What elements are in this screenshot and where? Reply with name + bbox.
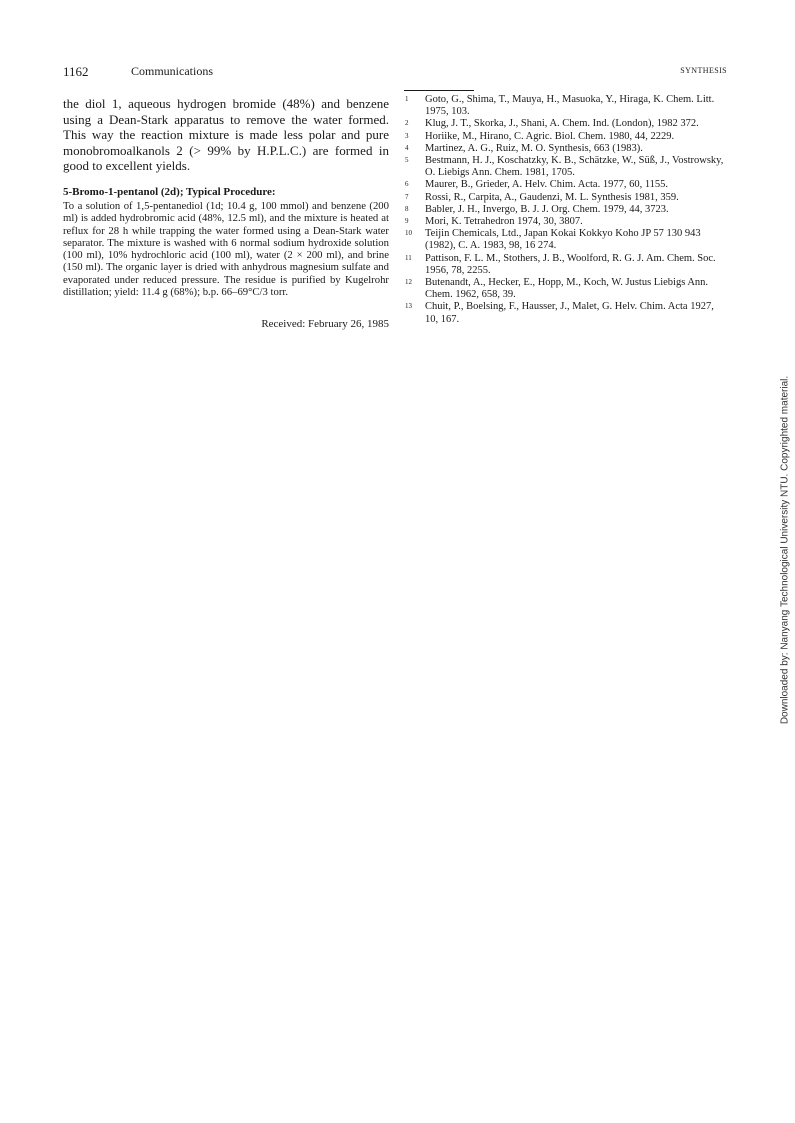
reference-text: Babler, J. H., Invergo, B. J. J. Org. Chem. 1979, 44, 3723. bbox=[425, 203, 669, 215]
reference-item bbox=[402, 204, 728, 216]
reference-text: Mori, K. Tetrahedron 1974, 30, 3807. bbox=[425, 216, 583, 228]
reference-item bbox=[402, 118, 728, 130]
reference-number: 5 bbox=[405, 156, 409, 165]
reference-text: Rossi, R., Carpita, A., Gaudenzi, M. L. Synthesis 1981, 359. bbox=[425, 191, 679, 203]
journal-name: SYNTHESIS bbox=[680, 66, 727, 75]
reference-item bbox=[402, 301, 728, 325]
reference-item bbox=[402, 228, 728, 252]
reference-text: Pattison, F. L. M., Stothers, J. B., Woolford, R. G. J. Am. Chem. Soc. 1956, 78, 2255. bbox=[425, 252, 716, 276]
procedure-heading: 5-Bromo-1-pentanol (2d); Typical Procedure: bbox=[63, 185, 276, 198]
reference-number: 2 bbox=[405, 119, 409, 128]
references-column bbox=[402, 90, 728, 326]
reference-item bbox=[402, 179, 728, 191]
reference-text: Butenandt, A., Hecker, E., Hopp, M., Koch, W. Justus Liebigs Ann. Chem. 1962, 658, 39. bbox=[425, 277, 709, 301]
reference-number: 4 bbox=[405, 143, 409, 152]
reference-number: 8 bbox=[405, 204, 409, 213]
reference-item bbox=[402, 143, 728, 155]
reference-number: 10 bbox=[405, 229, 412, 238]
reference-number: 3 bbox=[405, 131, 409, 140]
reference-item bbox=[402, 253, 728, 277]
page-number: 1162 bbox=[63, 64, 89, 79]
procedure-body: To a solution of 1,5-pentanediol (1d; 10.4 g, 100 mmol) and benzene (200 ml) is added hydrobromic acid (48%, 12.5 ml), and the mixture is heated at reflux for 28 h while trapping the water formed using a Dean-Stark water separator. The mixture is washed with 6 normal sodium hydroxide solution (100 ml), 10% hydrochloric acid (100 ml), water (2 × 200 ml), and brine (150 ml). The organic layer is dried with anhydrous magnesium sulfate and evaporated under reduced pressure. The residue is purified by Kugelrohr distillation; yield: 11.4 g (68%); b.p. 66–69°C/3 torr. bbox=[63, 199, 389, 299]
download-watermark: Downloaded by: Nanyang Technological University NTU. Copyrighted material. bbox=[779, 375, 791, 725]
reference-item bbox=[402, 94, 728, 118]
footnote-rule bbox=[404, 90, 474, 91]
reference-number: 11 bbox=[405, 253, 412, 262]
reference-number: 9 bbox=[405, 217, 409, 226]
reference-item bbox=[402, 216, 728, 228]
intro-paragraph: the diol 1, aqueous hydrogen bromide (48%) and benzene using a Dean-Stark apparatus to remove the water formed. This way the reaction mixture is made less polar and pure monobromoalkanols 2 (> 99% by H.P.L.C.) are formed in good to excellent yields. bbox=[63, 96, 389, 174]
reference-number: 13 bbox=[405, 302, 412, 311]
reference-text: Martinez, A. G., Ruiz, M. O. Synthesis, 663 (1983). bbox=[425, 142, 643, 154]
reference-item bbox=[402, 192, 728, 204]
reference-list bbox=[402, 94, 728, 326]
reference-text: Horiike, M., Hirano, C. Agric. Biol. Chem. 1980, 44, 2229. bbox=[425, 130, 675, 142]
reference-item bbox=[402, 277, 728, 301]
reference-text: Goto, G., Shima, T., Mauya, H., Masuoka, Y., Hiraga, K. Chem. Litt. 1975, 103. bbox=[425, 94, 715, 118]
reference-text: Teijin Chemicals, Ltd., Japan Kokai Kokkyo Koho JP 57 130 943 (1982), C. A. 1983, 98, 16 274. bbox=[425, 228, 701, 252]
reference-number: 12 bbox=[405, 278, 412, 287]
reference-item bbox=[402, 155, 728, 179]
reference-number: 1 bbox=[405, 95, 409, 103]
left-column bbox=[63, 96, 389, 330]
reference-number: 6 bbox=[405, 180, 409, 189]
page-header bbox=[63, 64, 727, 80]
reference-item bbox=[402, 131, 728, 143]
reference-number: 7 bbox=[405, 192, 409, 201]
received-date: Received: February 26, 1985 bbox=[261, 318, 389, 331]
reference-text: Klug, J. T., Skorka, J., Shani, A. Chem. Ind. (London), 1982 372. bbox=[425, 118, 699, 130]
reference-text: Chuit, P., Boelsing, F., Hausser, J., Malet, G. Helv. Chim. Acta 1927, 10, 167. bbox=[425, 301, 714, 325]
reference-text: Bestmann, H. J., Koschatzky, K. B., Schätzke, W., Süß, J., Vostrowsky, O. Liebigs Ann. Chem. 1981, 1705. bbox=[425, 155, 724, 179]
reference-text: Maurer, B., Grieder, A. Helv. Chim. Acta. 1977, 60, 1155. bbox=[425, 179, 669, 191]
section-name: Communications bbox=[131, 64, 213, 78]
